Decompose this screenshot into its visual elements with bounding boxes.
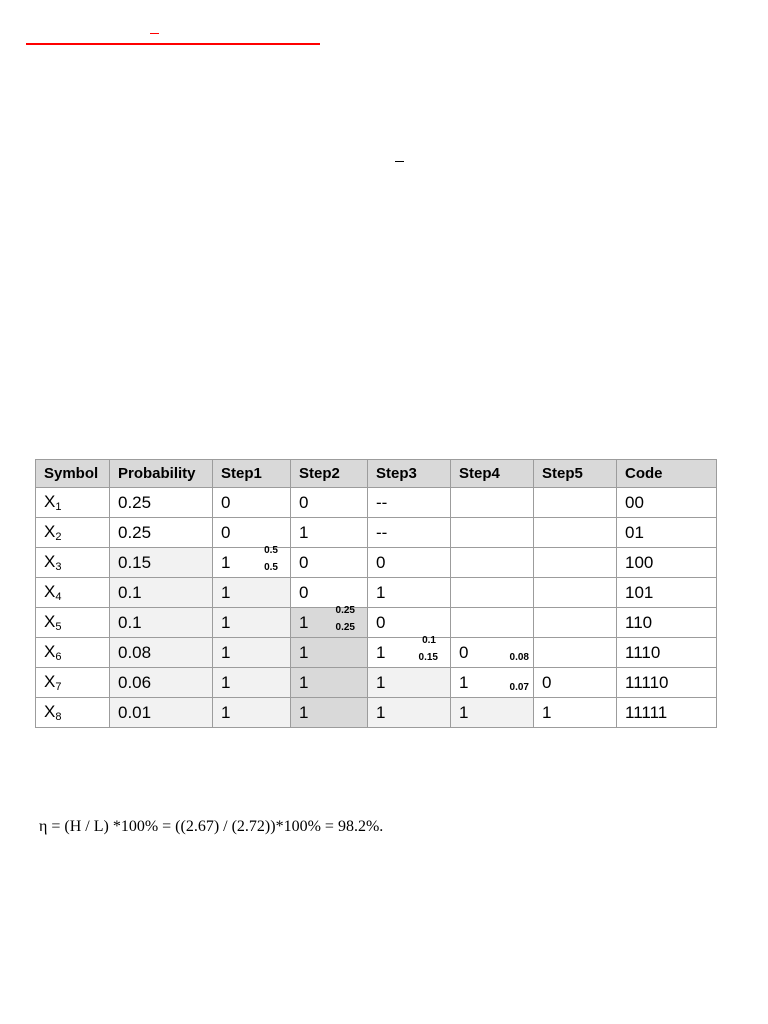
- step2-cell: 1: [291, 638, 368, 668]
- step3-cell: 1 0.15: [368, 638, 451, 668]
- table-row: [36, 488, 717, 518]
- header-step2: Step2: [291, 460, 368, 488]
- symbol-cell: $X_2$: [36, 518, 110, 548]
- step2-cell: 1: [291, 668, 368, 698]
- code-cell: 11110: [617, 668, 717, 698]
- step5-cell: [534, 638, 617, 668]
- step3-cell: --: [368, 518, 451, 548]
- step1-cell: 1: [213, 608, 291, 638]
- table-header-row: [36, 460, 717, 488]
- shannon-fano-code-table: [35, 459, 717, 728]
- code-cell: 01: [617, 518, 717, 548]
- step1-cell: 1: [213, 638, 291, 668]
- probability-cell: 0.06: [110, 668, 213, 698]
- header-probability: Probability: [110, 460, 213, 488]
- step1-cell: 1: [213, 698, 291, 728]
- symbol-cell: $X_5$: [36, 608, 110, 638]
- table-row: [36, 578, 717, 608]
- symbol-cell: $X_8$: [36, 698, 110, 728]
- code-cell: 11111: [617, 698, 717, 728]
- step3-cell: --: [368, 488, 451, 518]
- code-cell: 110: [617, 608, 717, 638]
- step5-cell: [534, 518, 617, 548]
- symbol-cell: $X_1$: [36, 488, 110, 518]
- step3-cell: 1: [368, 668, 451, 698]
- probability-cell: 0.25: [110, 488, 213, 518]
- node-sum-label: 0.1: [422, 635, 436, 646]
- node-sum-label: 0.25: [335, 622, 355, 633]
- step2-cell: 1: [291, 698, 368, 728]
- step4-cell: [451, 608, 534, 638]
- dash-mark: [395, 161, 404, 162]
- step3-cell: 1: [368, 698, 451, 728]
- header-step3: Step3: [368, 460, 451, 488]
- table-row: [36, 698, 717, 728]
- red-dash-mark: [150, 33, 159, 34]
- step4-cell: 1 0.07: [451, 668, 534, 698]
- step4-cell: 0 0.08: [451, 638, 534, 668]
- probability-cell: 0.1: [110, 608, 213, 638]
- step1-cell: 0: [213, 488, 291, 518]
- probability-cell: 0.01: [110, 698, 213, 728]
- probability-cell: 0.08: [110, 638, 213, 668]
- code-cell: 101: [617, 578, 717, 608]
- step1-cell: 1: [213, 578, 291, 608]
- symbol-cell: $X_3$: [36, 548, 110, 578]
- step4-cell: [451, 548, 534, 578]
- step5-cell: [534, 548, 617, 578]
- step4-cell: [451, 488, 534, 518]
- symbol-cell: $X_7$: [36, 668, 110, 698]
- table-row: [36, 548, 717, 578]
- step1-cell: 0 0.5: [213, 518, 291, 548]
- step5-cell: [534, 608, 617, 638]
- table-row: [36, 668, 717, 698]
- step3-cell: 1: [368, 578, 451, 608]
- step4-cell: 1: [451, 698, 534, 728]
- step1-cell: 1 0.5: [213, 548, 291, 578]
- header-step1: Step1: [213, 460, 291, 488]
- node-sum-label: 0.5: [264, 562, 278, 573]
- step5-cell: 1: [534, 698, 617, 728]
- step3-cell: 0 0.1: [368, 608, 451, 638]
- step1-cell: 1: [213, 668, 291, 698]
- node-sum-label: 0.25: [335, 605, 355, 616]
- symbol-cell: $X_6$: [36, 638, 110, 668]
- table-row: [36, 608, 717, 638]
- header-step5: Step5: [534, 460, 617, 488]
- probability-cell: 0.25: [110, 518, 213, 548]
- step5-cell: [534, 488, 617, 518]
- step2-cell: 0 0.25: [291, 578, 368, 608]
- step2-cell: 0: [291, 488, 368, 518]
- step2-cell: 0: [291, 548, 368, 578]
- code-cell: 00: [617, 488, 717, 518]
- step2-cell: 1: [291, 518, 368, 548]
- code-cell: 100: [617, 548, 717, 578]
- step5-cell: [534, 578, 617, 608]
- node-sum-label: 0.5: [264, 545, 278, 556]
- step5-cell: 0: [534, 668, 617, 698]
- code-cell: 1110: [617, 638, 717, 668]
- header-symbol: Symbol: [36, 460, 110, 488]
- step3-cell: 0: [368, 548, 451, 578]
- step4-cell: [451, 518, 534, 548]
- probability-cell: 0.15: [110, 548, 213, 578]
- step2-cell: 1 0.25: [291, 608, 368, 638]
- probability-cell: 0.1: [110, 578, 213, 608]
- efficiency-formula: η = (H / L) *100% = ((2.67) / (2.72))*100% = 98.2%.: [39, 818, 384, 835]
- node-sum-label: 0.15: [418, 652, 438, 663]
- node-sum-label: 0.08: [509, 652, 529, 663]
- red-underline-rule: [26, 43, 320, 45]
- header-code: Code: [617, 460, 717, 488]
- node-sum-label: 0.07: [509, 682, 529, 693]
- table-row: [36, 518, 717, 548]
- step4-cell: [451, 578, 534, 608]
- symbol-cell: $X_4$: [36, 578, 110, 608]
- table-row: [36, 638, 717, 668]
- header-step4: Step4: [451, 460, 534, 488]
